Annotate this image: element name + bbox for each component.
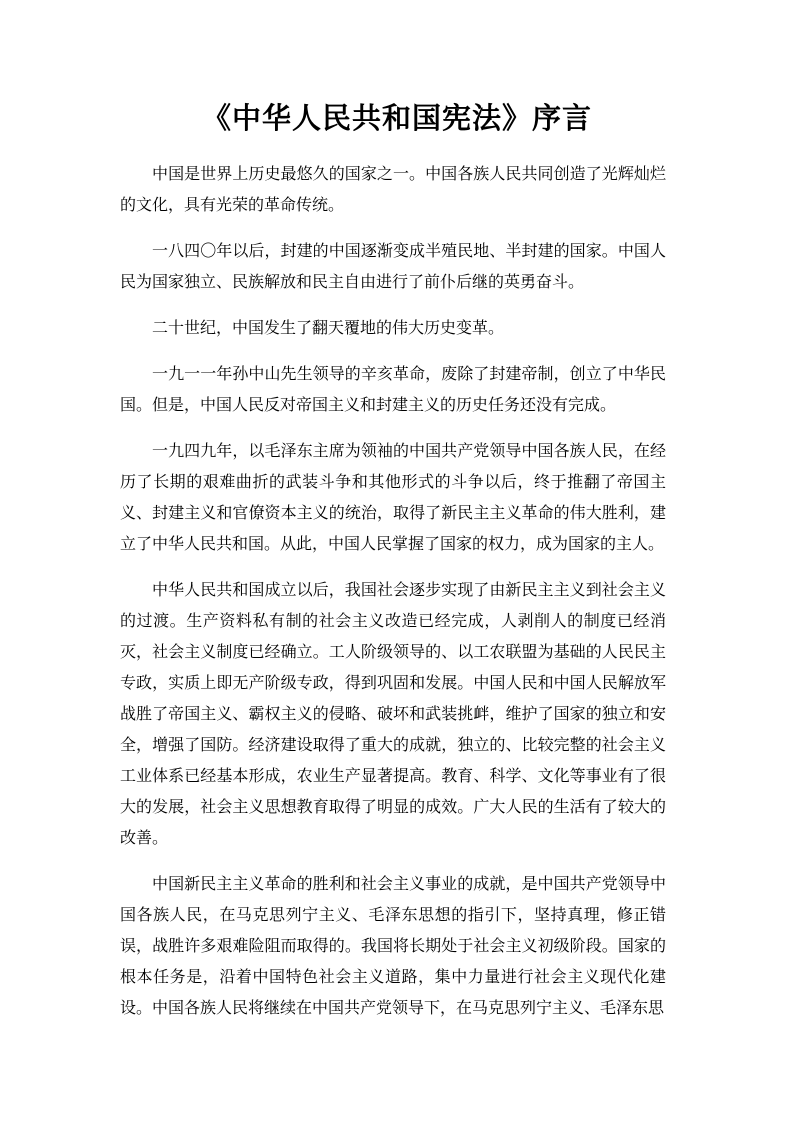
paragraph: 一九一一年孙中山先生领导的辛亥革命，废除了封建帝制，创立了中华民国。但是，中国人民反对帝国主义和封建主义的历史任务还没有完成。	[120, 364, 666, 414]
paragraph: 一九四九年，以毛泽东主席为领袖的中国共产党领导中国各族人民，在经历了长期的艰难曲折的武装斗争和其他形式的斗争以后，终于推翻了帝国主义、封建主义和官僚资本主义的统治，取得了新民主主义革命的伟大胜利，建立了中华人民共和国。从此，中国人民掌握了国家的权力，成为国家的主人。	[120, 441, 666, 553]
paragraph: 中国是世界上历史最悠久的国家之一。中国各族人民共同创造了光辉灿烂的文化，具有光荣的革命传统。	[120, 164, 666, 214]
paragraph: 一八四〇年以后，封建的中国逐渐变成半殖民地、半封建的国家。中国人民为国家独立、民族解放和民主自由进行了前仆后继的英勇奋斗。	[120, 241, 666, 291]
document-title: 《中华人民共和国宪法》序言	[201, 101, 592, 135]
document-body	[120, 158, 666, 1038]
paragraph: 中国新民主主义革命的胜利和社会主义事业的成就，是中国共产党领导中国各族人民，在马克思列宁主义、毛泽东思想的指引下，坚持真理，修正错误，战胜许多艰难险阻而取得的。我国将长期处于社会主义初级阶段。国家的根本任务是，沿着中国特色社会主义道路，集中力量进行社会主义现代化建设。中国各族人民将继续在中国共产党领导下，在马克思列宁主义、毛泽东思	[120, 874, 666, 1017]
paragraph: 中华人民共和国成立以后，我国社会逐步实现了由新民主主义到社会主义的过渡。生产资料私有制的社会主义改造已经完成，人剥削人的制度已经消灭，社会主义制度已经确立。工人阶级领导的、以工农联盟为基础的人民民主专政，实质上即无产阶级专政，得到巩固和发展。中国人民和中国人民解放军战胜了帝国主义、霸权主义的侵略、破坏和武装挑衅，维护了国家的独立和安全，增强了国防。经济建设取得了重大的成就，独立的、比较完整的社会主义工业体系已经基本形成，农业生产显著提高。教育、科学、文化等事业有了很大的发展，社会主义思想教育取得了明显的成效。广大人民的生活有了较大的改善。	[120, 580, 666, 847]
paragraph: 二十世纪，中国发生了翻天覆地的伟大历史变革。	[152, 318, 505, 337]
